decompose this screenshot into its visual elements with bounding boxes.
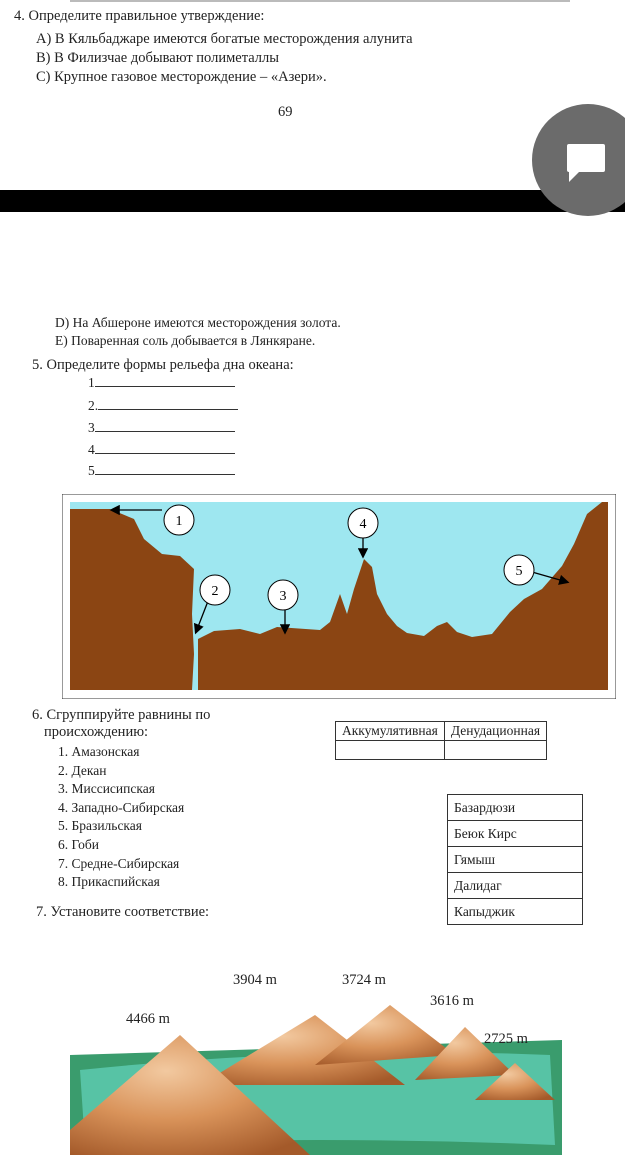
height-label: 4466 m [126,1011,170,1027]
q6-title-cont: происхождению: [44,724,149,740]
marker-label-1: 1 [175,514,183,529]
answer-cell[interactable] [336,741,445,760]
ocean-floor-diagram [62,494,616,699]
height-label: 3904 m [233,972,277,988]
mountain-cell: Базардюзи [448,795,583,821]
blank-2 [88,397,238,414]
option-c: C) Крупное газовое месторождение – «Азери». [36,69,327,85]
blank-1 [88,374,235,391]
blank-line[interactable] [95,419,235,432]
list-item: 2. Декан [58,762,107,778]
list-item: 6. Гоби [58,836,99,852]
mountain-cell: Гямыш [448,847,583,873]
blank-5 [88,462,235,479]
marker-label-5: 5 [515,564,523,579]
height-label: 2725 m [484,1031,528,1047]
mountains-illustration [70,995,562,1155]
blank-line[interactable] [95,441,235,454]
option-d: D) На Абшероне имеются месторождения золота. [55,315,341,330]
list-item: 7. Средне-Сибирская [58,855,180,871]
option-e: E) Поваренная соль добывается в Лянкяране. [55,333,316,348]
answer-cell[interactable] [444,741,546,760]
list-item: 1. Амазонская [58,744,140,759]
blank-label: 4 [88,442,95,457]
list-item: 4. Западно-Сибирская [58,799,185,815]
height-label: 3616 m [430,993,474,1009]
blank-line[interactable] [95,462,235,475]
page-number: 69 [278,104,293,120]
mountains-table [447,794,583,925]
mountain-cell: Далидаг [448,873,583,899]
q5-title: 5. Определите формы рельефа дна океана: [32,357,294,373]
list-item: 3. Миссисипская [58,781,155,797]
blank-label: 1 [88,375,95,390]
plains-table [335,721,547,760]
top-border [70,0,570,2]
marker-label-4: 4 [359,517,367,532]
height-label: 3724 m [342,972,386,988]
q6-title: 6. Сгруппируйте равнины по [32,707,211,723]
marker-label-2: 2 [211,584,219,599]
blank-label: 5 [88,463,95,478]
option-a: A) В Кяльбаджаре имеются богатые месторождения алунита [36,31,413,47]
option-b: B) В Филизчае добывают полиметаллы [36,50,280,66]
plains-list [58,743,184,892]
blank-3 [88,419,235,436]
blank-line[interactable] [98,397,238,410]
q7-title: 7. Установите соответствие: [36,904,210,920]
list-item: 5. Бразильская [58,818,142,834]
chat-icon [567,144,605,172]
mountain-cell: Беюк Кирс [448,821,583,847]
q4-title: 4. Определите правильное утверждение: [14,8,265,24]
blank-label: 3 [88,420,95,435]
list-item: 8. Прикаспийская [58,874,160,890]
page-separator [0,190,625,212]
header-denudational: Денудационная [444,722,546,741]
blank-label: 2. [88,398,99,413]
marker-label-3: 3 [279,589,287,604]
header-accumulative: Аккумулятивная [336,722,445,741]
blank-4 [88,441,235,458]
mountain-cell: Капыджик [448,899,583,925]
blank-line[interactable] [95,374,235,387]
